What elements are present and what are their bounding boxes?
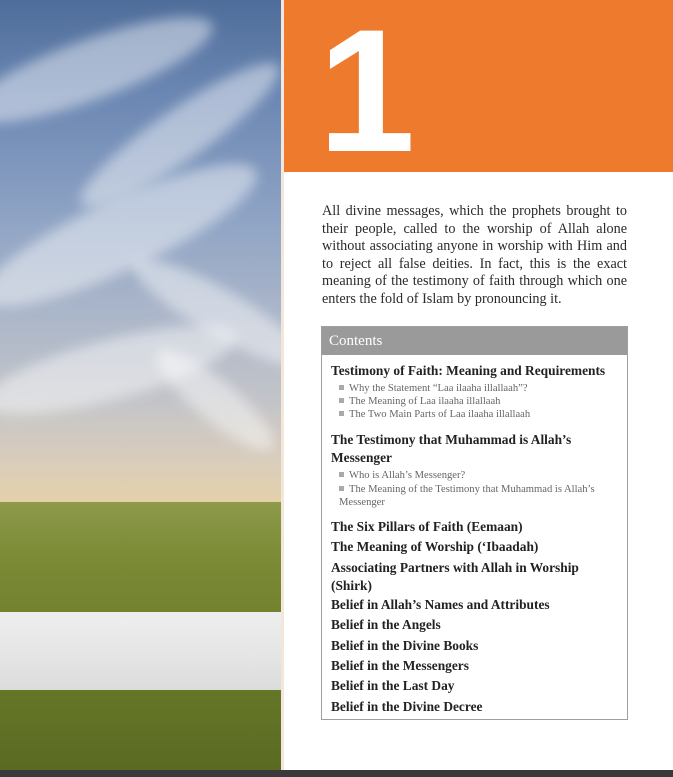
- toc-section-title[interactable]: Belief in Allah’s Names and Attributes: [331, 597, 550, 612]
- toc-section-title[interactable]: Testimony of Faith: Meaning and Requirements: [331, 363, 606, 378]
- bullet-icon: [339, 398, 344, 403]
- contents-box: [321, 326, 628, 720]
- toc-section-title[interactable]: Belief in the Divine Decree: [331, 699, 483, 714]
- bullet-icon: [339, 411, 344, 416]
- intro-paragraph: All divine messages, which the prophets brought to their people, called to the worship of Allah alone without associating anyone in worship with Him and to reject all false deities. In fact, this is the exact meaning of the testimony of faith through which one enters the fold of Islam by pronouncing it.: [322, 203, 627, 307]
- toc-section-title[interactable]: Associating Partners with Allah in Worship (Shirk): [331, 560, 579, 593]
- toc-subitem[interactable]: The Meaning of the Testimony that Muhammad is Allah’s Messenger: [339, 484, 595, 508]
- bullet-icon: [339, 486, 344, 491]
- toc-section-title[interactable]: The Meaning of Worship (‘Ibaadah): [331, 539, 539, 554]
- contents-heading: Contents: [322, 327, 627, 355]
- toc-section-title[interactable]: Belief in the Last Day: [331, 678, 455, 693]
- sky-field-photo: [0, 0, 283, 770]
- toc-section-title[interactable]: Belief in the Angels: [331, 617, 441, 632]
- toc-subitem[interactable]: Who is Allah’s Messenger?: [339, 470, 621, 483]
- toc-section-title[interactable]: Belief in the Messengers: [331, 658, 469, 673]
- white-stripe: [0, 612, 283, 690]
- toc-section-title[interactable]: The Testimony that Muhammad is Allah’s Messenger: [331, 432, 572, 465]
- toc-subitem[interactable]: The Meaning of Laa ilaaha illallaah: [339, 396, 621, 409]
- toc-subitem[interactable]: Why the Statement “Laa ilaaha illallaah”?: [339, 383, 621, 396]
- bottom-edge: [0, 770, 673, 777]
- bullet-icon: [339, 472, 344, 477]
- toc-section-title[interactable]: Belief in the Divine Books: [331, 638, 479, 653]
- bullet-icon: [339, 385, 344, 390]
- chapter-number: 1: [318, 0, 416, 189]
- toc-section-title[interactable]: The Six Pillars of Faith (Eemaan): [331, 519, 523, 534]
- toc-subitem[interactable]: The Two Main Parts of Laa ilaaha illallaah: [339, 409, 621, 422]
